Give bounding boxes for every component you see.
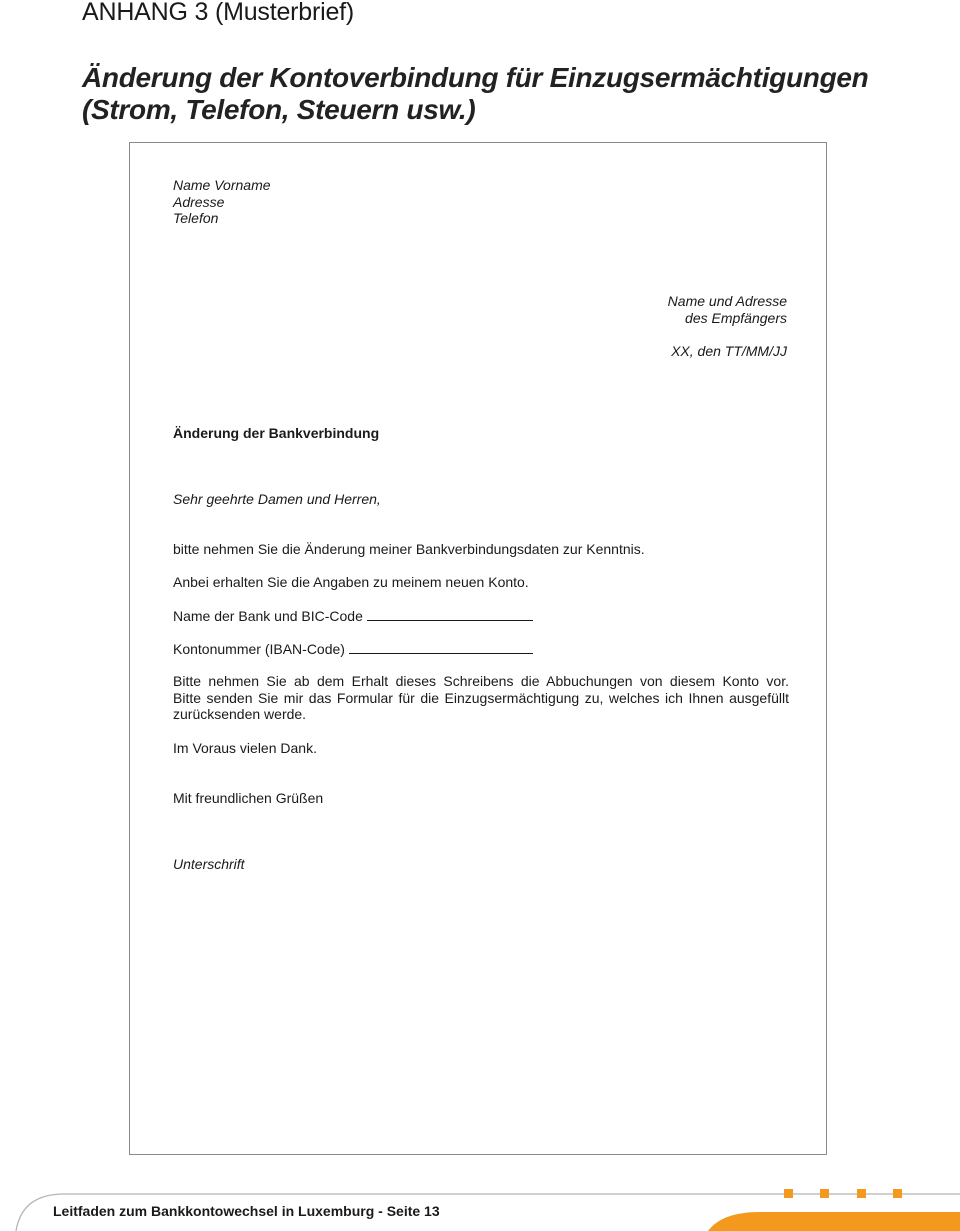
letter-paragraph-3-line-2: Bitte senden Sie mir das Formular für die Einzugsermächtigung zu, welches ich Ihnen ausgefüllt zurücksenden werde. (173, 689, 789, 722)
sample-letter (129, 142, 827, 1155)
footer-marker-4 (893, 1189, 902, 1198)
letter-paragraph-3 (173, 673, 789, 723)
title-line-2: (Strom, Telefon, Steuern usw.) (82, 94, 476, 125)
letter-signature: Unterschrift (173, 856, 245, 872)
sender-block (173, 177, 271, 227)
footer-marker-2 (820, 1189, 829, 1198)
recipient-block (668, 293, 787, 326)
recipient-line-2: des Empfängers (685, 309, 787, 326)
page-heading: ANHANG 3 (Musterbrief) (82, 0, 355, 26)
letter-paragraph-3-line-1: Bitte nehmen Sie ab dem Erhalt dieses Schreibens die Abbuchungen von diesem Konto vor. (173, 673, 789, 689)
iban-label: Kontonummer (IBAN-Code) (173, 641, 345, 657)
bank-bic-field (173, 608, 533, 625)
letter-paragraph-2: Anbei erhalten Sie die Angaben zu meinem neuen Konto. (173, 574, 529, 590)
footer-page-label: Leitfaden zum Bankkontowechsel in Luxemburg - Seite 13 (53, 1203, 440, 1219)
title-line-1: Änderung der Kontoverbindung für Einzugsermächtigungen (82, 62, 869, 93)
bank-bic-blank-line (367, 608, 533, 621)
letter-subject: Änderung der Bankverbindung (173, 425, 380, 441)
document-title (82, 62, 868, 126)
bank-bic-label: Name der Bank und BIC-Code (173, 608, 363, 624)
footer-accent-band (708, 1212, 960, 1231)
sender-address: Adresse (173, 193, 225, 210)
recipient-line-1: Name und Adresse (667, 293, 787, 309)
iban-field (173, 641, 533, 658)
letter-date: XX, den TT/MM/JJ (671, 343, 787, 359)
footer-marker-1 (784, 1189, 793, 1198)
letter-salutation: Sehr geehrte Damen und Herren, (173, 491, 381, 507)
letter-closing: Mit freundlichen Grüßen (173, 790, 324, 806)
letter-paragraph-1: bitte nehmen Sie die Änderung meiner Bankverbindungsdaten zur Kenntnis. (173, 541, 645, 557)
iban-blank-line (349, 641, 533, 654)
sender-name: Name Vorname (173, 177, 271, 193)
sender-phone: Telefon (173, 210, 219, 226)
footer-marker-3 (857, 1189, 866, 1198)
letter-thanks: Im Voraus vielen Dank. (173, 740, 317, 756)
